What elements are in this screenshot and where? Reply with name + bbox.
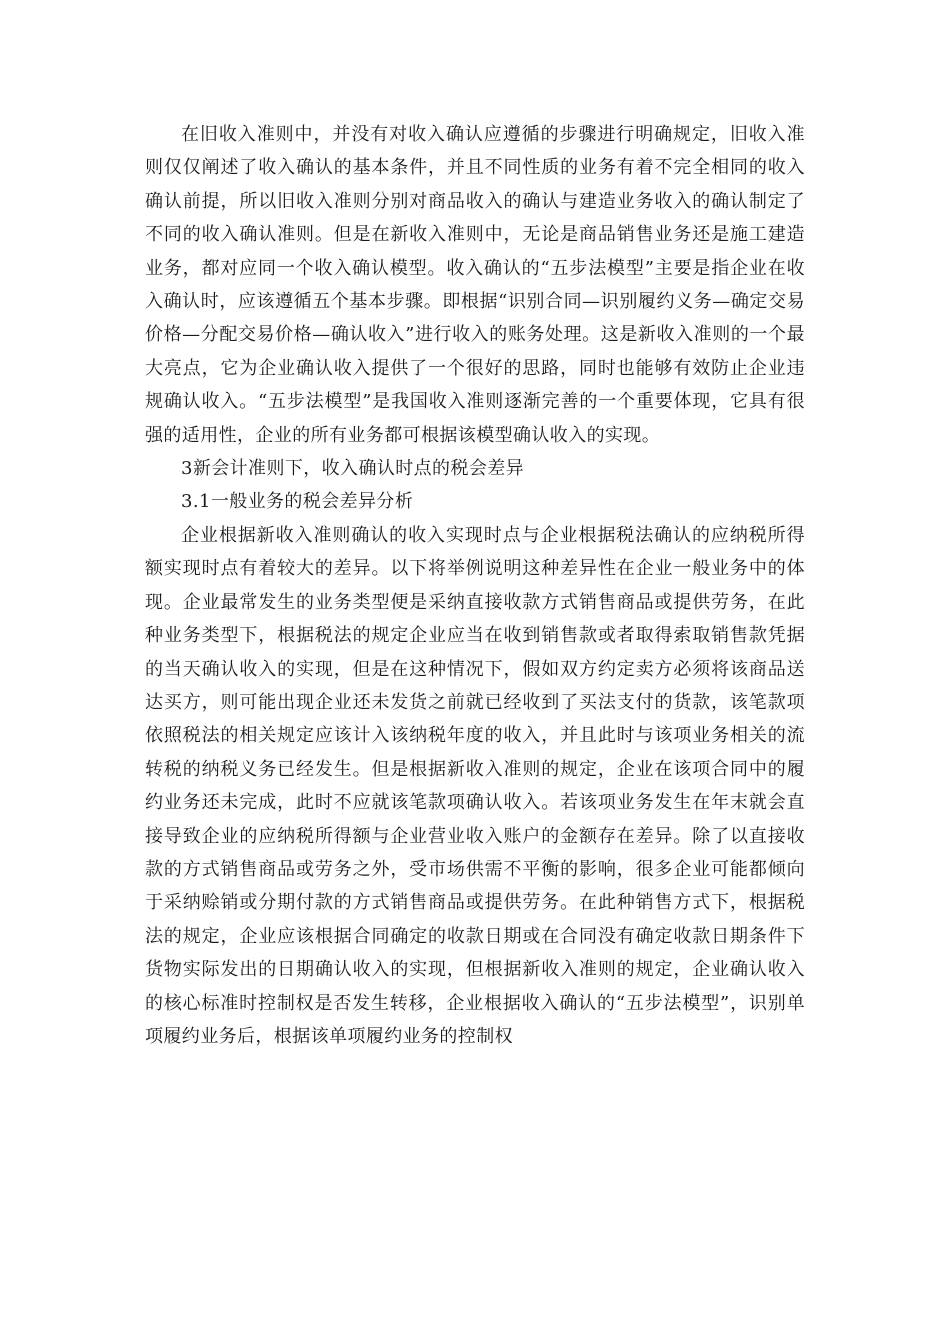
section-heading-3: 3新会计准则下，收入确认时点的税会差异 (181, 458, 525, 480)
subsection-heading-3-1: 3.1一般业务的税会差异分析 (181, 491, 414, 513)
document-body (145, 118, 805, 1053)
paragraph-five-step-model: 在旧收入准则中，并没有对收入确认应遵循的步骤进行明确规定，旧收入准则仅仅阐述了收入确认的基本条件，并且不同性质的业务有着不完全相同的收入确认前提，所以旧收入准则分别对商品收入的确认与建造业务收入的确认制定了不同的收入确认准则。但是在新收入准则中，无论是商品销售业务还是施工建造业务，都对应同一个收入确认模型。收入确认的“五步法模型”主要是指企业在收入确认时，应该遵循五个基本步骤。即根据“识别合同—识别履约义务—确定交易价格—分配交易价格—确认收入”进行收入的账务处理。这是新收入准则的一个最大亮点，它为企业确认收入提供了一个很好的思路，同时也能够有效防止企业违规确认收入。“五步法模型”是我国收入准则逐渐完善的一个重要体现，它具有很强的适用性，企业的所有业务都可根据该模型确认收入的实现。 (145, 124, 805, 446)
paragraph-general-business-differences: 企业根据新收入准则确认的收入实现时点与企业根据税法确认的应纳税所得额实现时点有着较大的差异。以下将举例说明这种差异性在企业一般业务中的体现。企业最常发生的业务类型便是采纳直接收款方式销售商品或提供劳务，在此种业务类型下，根据税法的规定企业应当在收到销售款或者取得索取销售款凭据的当天确认收入的实现，但是在这种情况下，假如双方约定卖方必须将该商品送达买方，则可能出现企业还未发货之前就已经收到了买法支付的货款，该笔款项依照税法的相关规定应该计入该纳税年度的收入，并且此时与该项业务相关的流转税的纳税义务已经发生。但是根据新收入准则的规定，企业在该项合同中的履约业务还未完成，此时不应就该笔款项确认收入。若该项业务发生在年末就会直接导致企业的应纳税所得额与企业营业收入账户的金额存在差异。除了以直接收款的方式销售商品或劳务之外，受市场供需不平衡的影响，很多企业可能都倾向于采纳赊销或分期付款的方式销售商品或提供劳务。在此种销售方式下，根据税法的规定，企业应该根据合同确定的收款日期或在合同没有确定收款日期条件下货物实际发出的日期确认收入的实现，但根据新收入准则的规定，企业确认收入的核心标准时控制权是否发生转移，企业根据收入确认的“五步法模型”，识别单项履约业务后，根据该单项履约业务的控制权 (145, 524, 805, 1047)
